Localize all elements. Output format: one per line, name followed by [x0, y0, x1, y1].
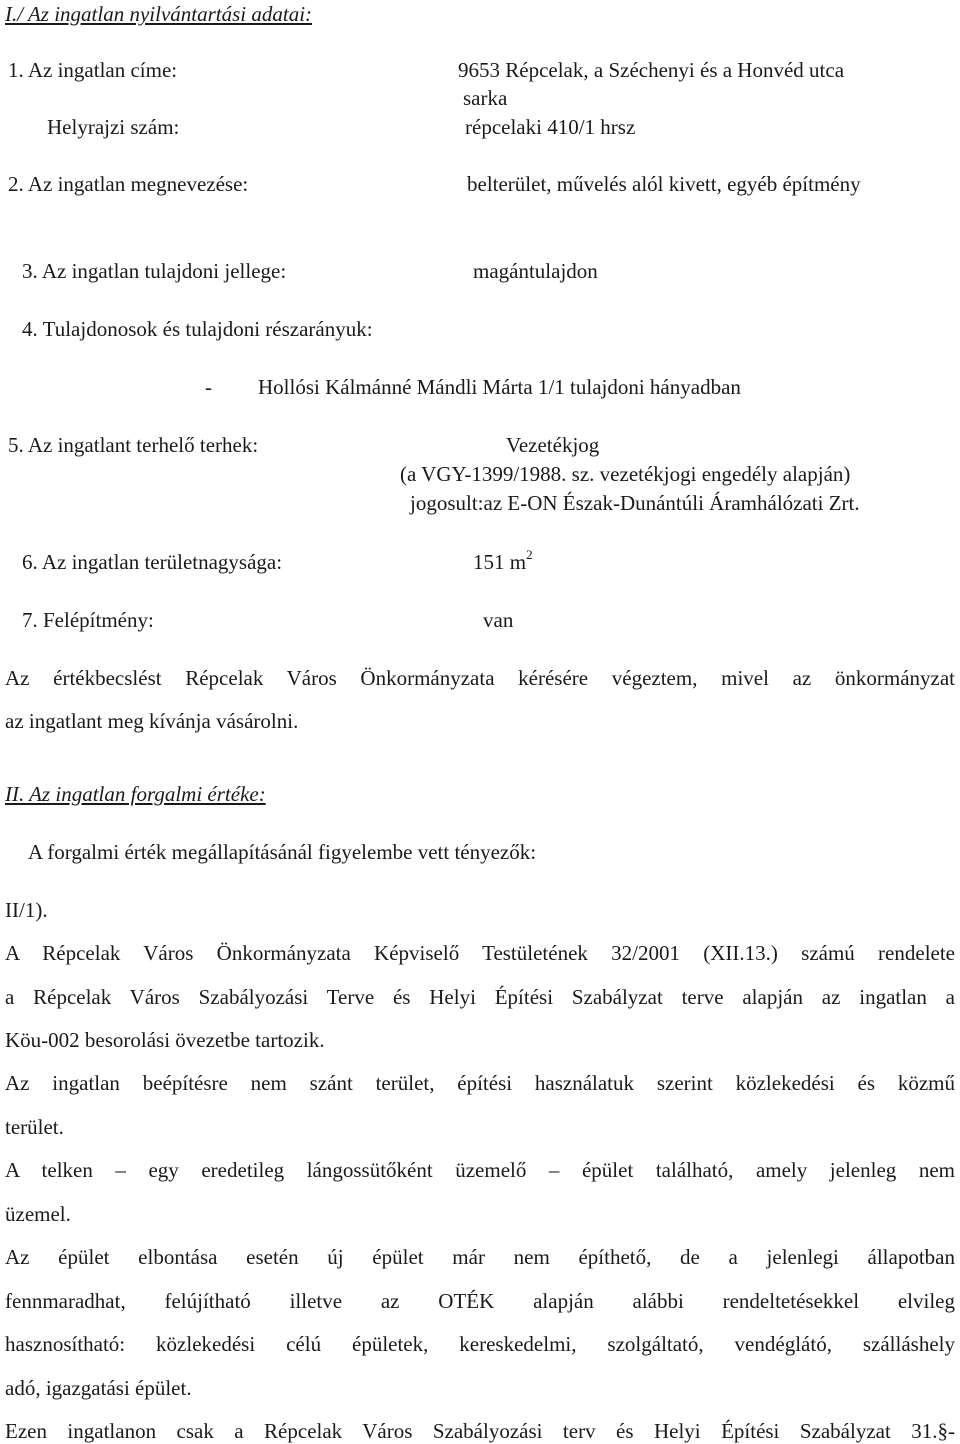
paragraph-line: terület. — [5, 1115, 64, 1139]
section-heading-2: II. Az ingatlan forgalmi értéke: — [5, 782, 266, 806]
paragraph-line: a Répcelak Város Szabályozási Terve és Helyi Építési Szabályzat terve alapján az ingatlan a — [5, 985, 955, 1009]
paragraph-line: Ezen ingatlanon csak a Répcelak Város Szabályozási terv és Helyi Építési Szabályzat 31.§- — [5, 1419, 955, 1443]
section-heading-1: I./ Az ingatlan nyilvántartási adatai: — [5, 2, 313, 26]
area-value: 151 m — [473, 550, 527, 574]
paragraph-line: üzemel. — [5, 1202, 71, 1226]
item-1-value: 9653 Répcelak, a Széchenyi és a Honvéd utca — [458, 58, 845, 82]
item-5-value-holder: jogosult:az E-ON Észak-Dunántúli Áramhálózati Zrt. — [410, 491, 860, 515]
parcel-number-label: Helyrajzi szám: — [47, 115, 180, 139]
factors-intro: A forgalmi érték megállapításánál figyelembe vett tényezők: — [28, 840, 537, 864]
item-6-label: 6. Az ingatlan területnagysága: — [22, 550, 283, 574]
paragraph-line: Köu-002 besorolási övezetbe tartozik. — [5, 1028, 325, 1052]
item-7-value: van — [483, 608, 514, 632]
paragraph-line: adó, igazgatási épület. — [5, 1376, 192, 1400]
area-unit-exponent: 2 — [526, 547, 533, 562]
item-1-label: 1. Az ingatlan címe: — [8, 58, 178, 82]
item-2-value: belterület, művelés alól kivett, egyéb építmény — [467, 172, 861, 196]
subsection-label: II/1). — [5, 898, 48, 922]
item-2-label: 2. Az ingatlan megnevezése: — [8, 172, 249, 196]
owner-entry: Hollósi Kálmánné Mándli Márta 1/1 tulajdoni hányadban — [258, 375, 741, 399]
item-4-label: 4. Tulajdonosok és tulajdoni részarányuk: — [22, 317, 373, 341]
item-5-label: 5. Az ingatlant terhelő terhek: — [8, 433, 259, 457]
item-5-value: Vezetékjog — [506, 433, 600, 457]
paragraph-line: Az ingatlan beépítésre nem szánt terület, építési használatuk szerint közlekedési és közmű — [5, 1071, 955, 1095]
item-3-label: 3. Az ingatlan tulajdoni jellege: — [22, 259, 287, 283]
owner-bullet: - — [205, 375, 212, 399]
item-6-value — [473, 547, 533, 574]
note-line: az ingatlant meg kívánja vásárolni. — [5, 709, 299, 733]
parcel-number-value: répcelaki 410/1 hrsz — [465, 115, 636, 139]
paragraph-line: A Répcelak Város Önkormányzata Képviselő Testületének 32/2001 (XII.13.) számú rendelete — [5, 941, 955, 965]
paragraph-line: A telken – egy eredetileg lángossütőként üzemelő – épület található, amely jelenleg nem — [5, 1158, 955, 1182]
item-3-value: magántulajdon — [473, 259, 598, 283]
paragraph-line: fennmaradhat, felújítható illetve az OTÉK alapján alábbi rendeltetésekkel elvileg — [5, 1289, 955, 1313]
note-line: Az értékbecslést Répcelak Város Önkormányzata kérésére végeztem, mivel az önkormányzat — [5, 666, 955, 690]
paragraph-line: hasznosítható: közlekedési célú épületek, kereskedelmi, szolgáltató, vendéglátó, szálláshely — [5, 1332, 955, 1356]
paragraph-line: Az épület elbontása esetén új épület már nem építhető, de a jelenlegi állapotban — [5, 1245, 955, 1269]
item-5-value-cont: (a VGY-1399/1988. sz. vezetékjogi engedély alapján) — [400, 462, 851, 486]
item-7-label: 7. Felépítmény: — [22, 608, 154, 632]
item-1-value-cont: sarka — [463, 86, 508, 110]
